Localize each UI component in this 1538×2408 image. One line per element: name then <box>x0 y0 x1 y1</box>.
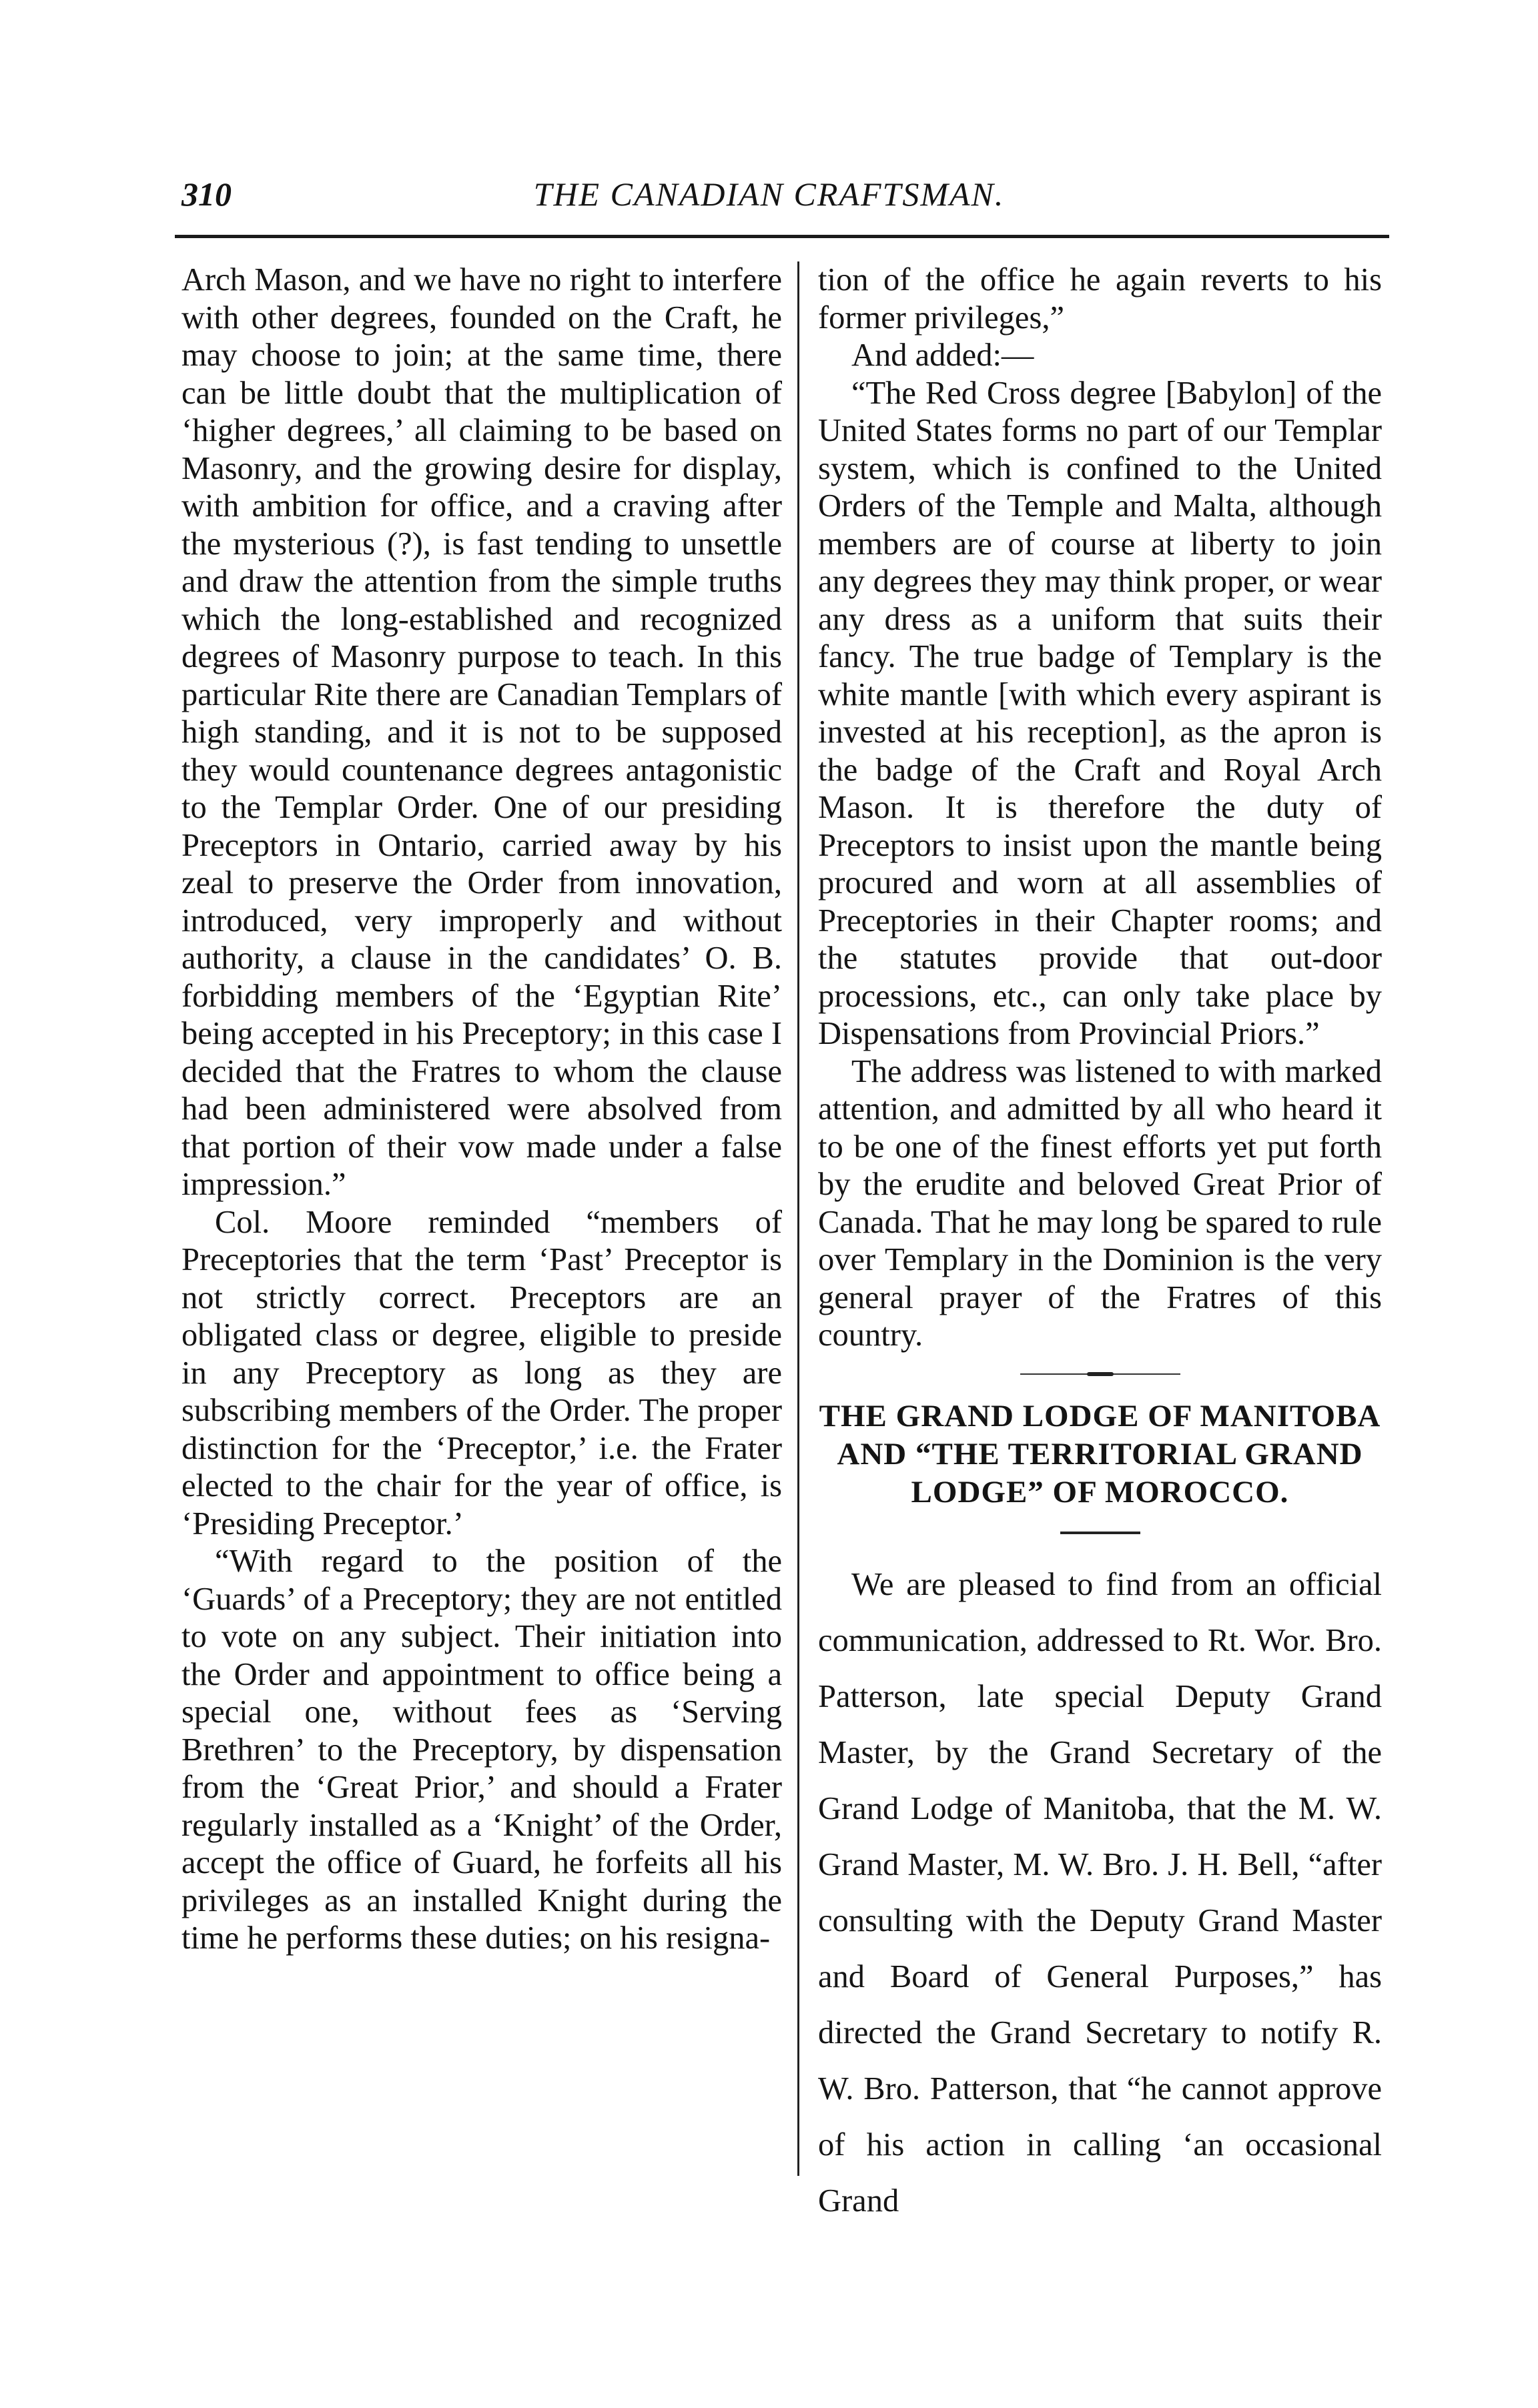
section-ornament <box>1020 1372 1180 1376</box>
paragraph: And added:— <box>851 338 1034 373</box>
section-heading: THE GRAND LODGE OF MANITOBA AND “THE TERRITORIAL GRAND LODGE” OF MOROCCO. <box>819 1398 1381 1510</box>
paragraph: Col. Moore reminded “members of Preceptories that the term ‘Past’ Preceptor is not strictly correct. Preceptors are an obligated class or degree, eligible to preside in any Preceptory as long as they are subscribing members of the Order. The proper distinction for the ‘Preceptor,’ i.e. the Frater elected to the chair for the year of office, is ‘Presiding Preceptor.’ <box>181 1204 782 1542</box>
column-rule <box>797 261 799 2176</box>
page-number: 310 <box>181 175 232 213</box>
paragraph: “With regard to the position of the ‘Guards’ of a Preceptory; they are not entitled to vote on any subject. Their initiation into the Order and appointment to office being a special one, without fees as ‘Serving Brethren’ to the Preceptory, by dispensation from the ‘Great Prior,’ and should a Frater regularly installed as a ‘Knight’ of the Order, accept the office of Guard, he forfeits all his privileges as an installed Knight during the time he performs these duties; on his resigna- <box>181 1544 782 1956</box>
header-rule <box>175 235 1389 238</box>
paragraph: The address was listened to with marked attention, and admitted by all who heard it to be one of the finest efforts yet put forth by the erudite and beloved Great Prior of Canada. That he may long be spared to rule over Templary in the Dominion is the very general prayer of the Fratres of this country. <box>818 1053 1382 1353</box>
paragraph: tion of the office he again reverts to his former privileges,” <box>818 262 1382 336</box>
running-title: THE CANADIAN CRAFTSMAN. <box>533 175 1005 213</box>
left-column <box>181 261 782 1958</box>
paragraph: Arch Mason, and we have no right to interfere with other degrees, founded on the Craft, he may choose to join; at the same time, there can be little doubt that the multiplication of ‘higher degrees,’ all claiming to be based on Masonry, and the growing desire for display, with ambition for office, and a craving after the mysterious (?), is fast tending to unsettle and draw the attention from the simple truths which the long-established and recognized degrees of Masonry purpose to teach. In this particular Rite there are Canadian Templars of high standing, and it is not to be supposed they would countenance degrees antagonistic to the Templar Order. One of our presiding Preceptors in Ontario, carried away by his zeal to preserve the Order from innovation, introduced, very improperly and without authority, a clause in the candidates’ O. B. forbidding members of the ‘Egyptian Rite’ being accepted in his Preceptory; in this case I decided that the Fratres to whom the clause had been administered were absolved from that portion of their vow made under a false impression.” <box>181 262 782 1202</box>
page-header <box>0 175 1538 221</box>
paragraph: “The Red Cross degree [Babylon] of the United States forms no part of our Templar system, which is confined to the United Orders of the Temple and Malta, although members are of course at liberty to join any degrees they may think proper, or wear any dress as a uniform that suits their fancy. The true badge of Templary is the white mantle [with which every aspirant is invested at his reception], as the apron is the badge of the Craft and Royal Arch Mason. It is therefore the duty of Preceptors to insist upon the mantle being procured and worn at all assemblies of Preceptories in their Chapter rooms; and the statutes provide that out-door processions, etc., can only take place by Dispensations from Provincial Priors.” <box>818 375 1382 1051</box>
right-column <box>818 261 1382 2229</box>
paragraph: We are pleased to find from an official communication, addressed to Rt. Wor. Bro. Patterson, late special Deputy Grand Master, by the Grand Secretary of the Grand Lodge of Manitoba, that the M. W. Grand Master, M. W. Bro. J. H. Bell, “after consulting with the Deputy Grand Master and Board of General Purposes,” has directed the Grand Secretary to notify R. W. Bro. Patterson, that “he cannot approve of his action in calling ‘an occasional Grand <box>818 1566 1382 2219</box>
heading-rule <box>1060 1532 1140 1534</box>
